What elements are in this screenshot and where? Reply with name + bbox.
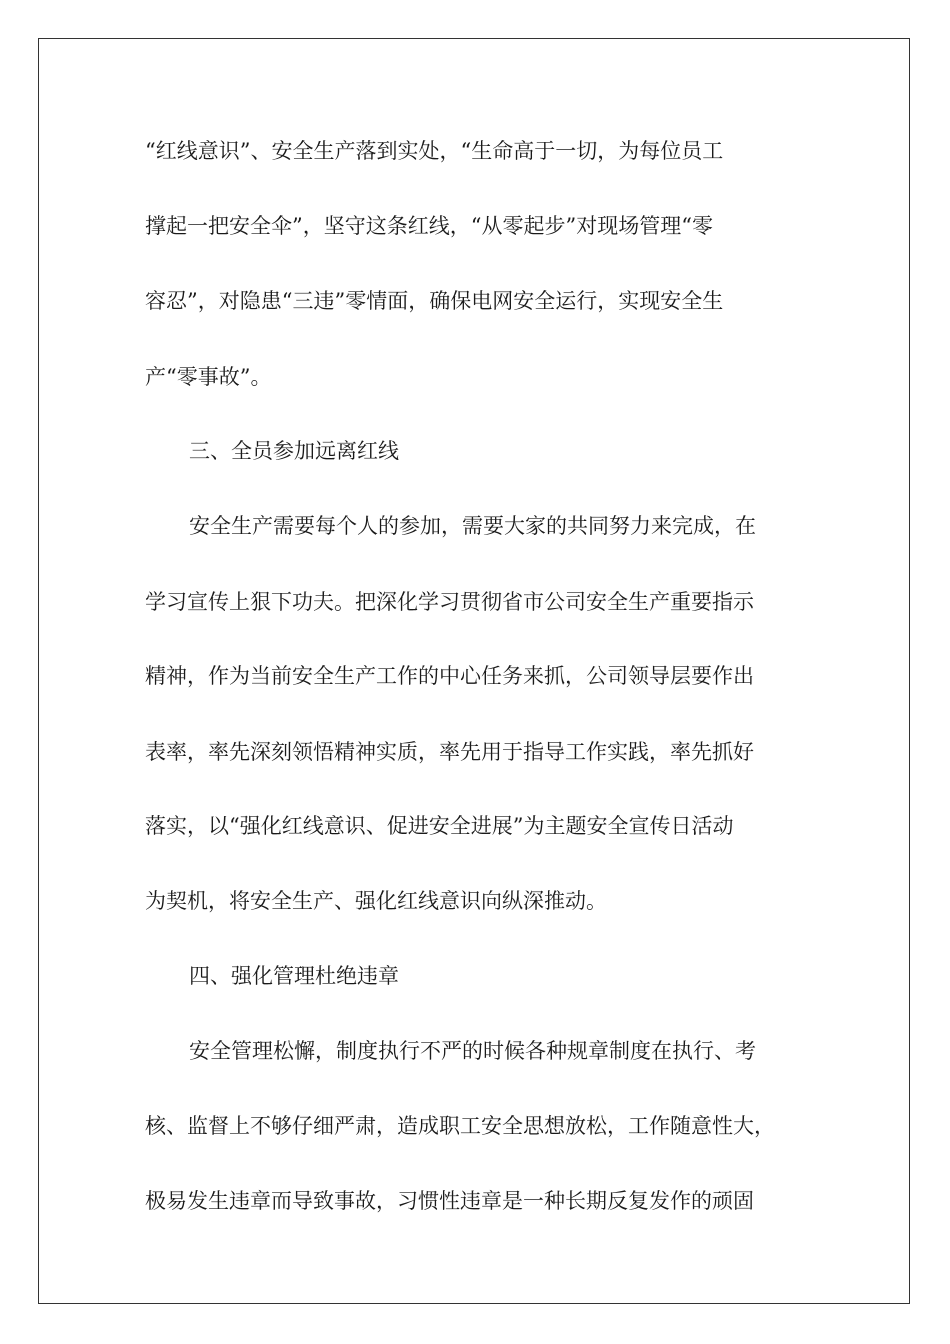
- body-text-line: “红线意识”、安全生产落到实处，“生命高于一切，为每位员工: [145, 139, 724, 163]
- body-text-line: 学习宣传上狠下功夫。把深化学习贯彻省市公司安全生产重要指示: [145, 590, 754, 614]
- body-text-line: 产“零事故”。: [145, 365, 272, 389]
- body-text-line: 容忍”，对隐患“三违”零情面，确保电网安全运行，实现安全生: [145, 289, 724, 313]
- body-text-line: 为契机，将安全生产、强化红线意识向纵深推动。: [145, 889, 607, 913]
- section-heading: 三、全员参加远离红线: [189, 439, 399, 463]
- body-text-line: 表率，率先深刻领悟精神实质，率先用于指导工作实践，率先抓好: [145, 740, 754, 764]
- body-text-line: 精神，作为当前安全生产工作的中心任务来抓，公司领导层要作出: [145, 664, 754, 688]
- body-text-line: 安全管理松懈，制度执行不严的时候各种规章制度在执行、考: [189, 1039, 756, 1063]
- body-text-line: 核、监督上不够仔细严肃，造成职工安全思想放松，工作随意性大，: [145, 1114, 775, 1138]
- body-text-line: 撑起一把安全伞”，坚守这条红线，“从零起步”对现场管理“零: [145, 214, 713, 238]
- body-text-line: 安全生产需要每个人的参加，需要大家的共同努力来完成，在: [189, 514, 756, 538]
- body-text-line: 极易发生违章而导致事故，习惯性违章是一种长期反复发作的顽固: [145, 1189, 754, 1213]
- section-heading: 四、强化管理杜绝违章: [189, 964, 399, 988]
- body-text-line: 落实，以“强化红线意识、促进安全进展”为主题安全宣传日活动: [145, 814, 734, 838]
